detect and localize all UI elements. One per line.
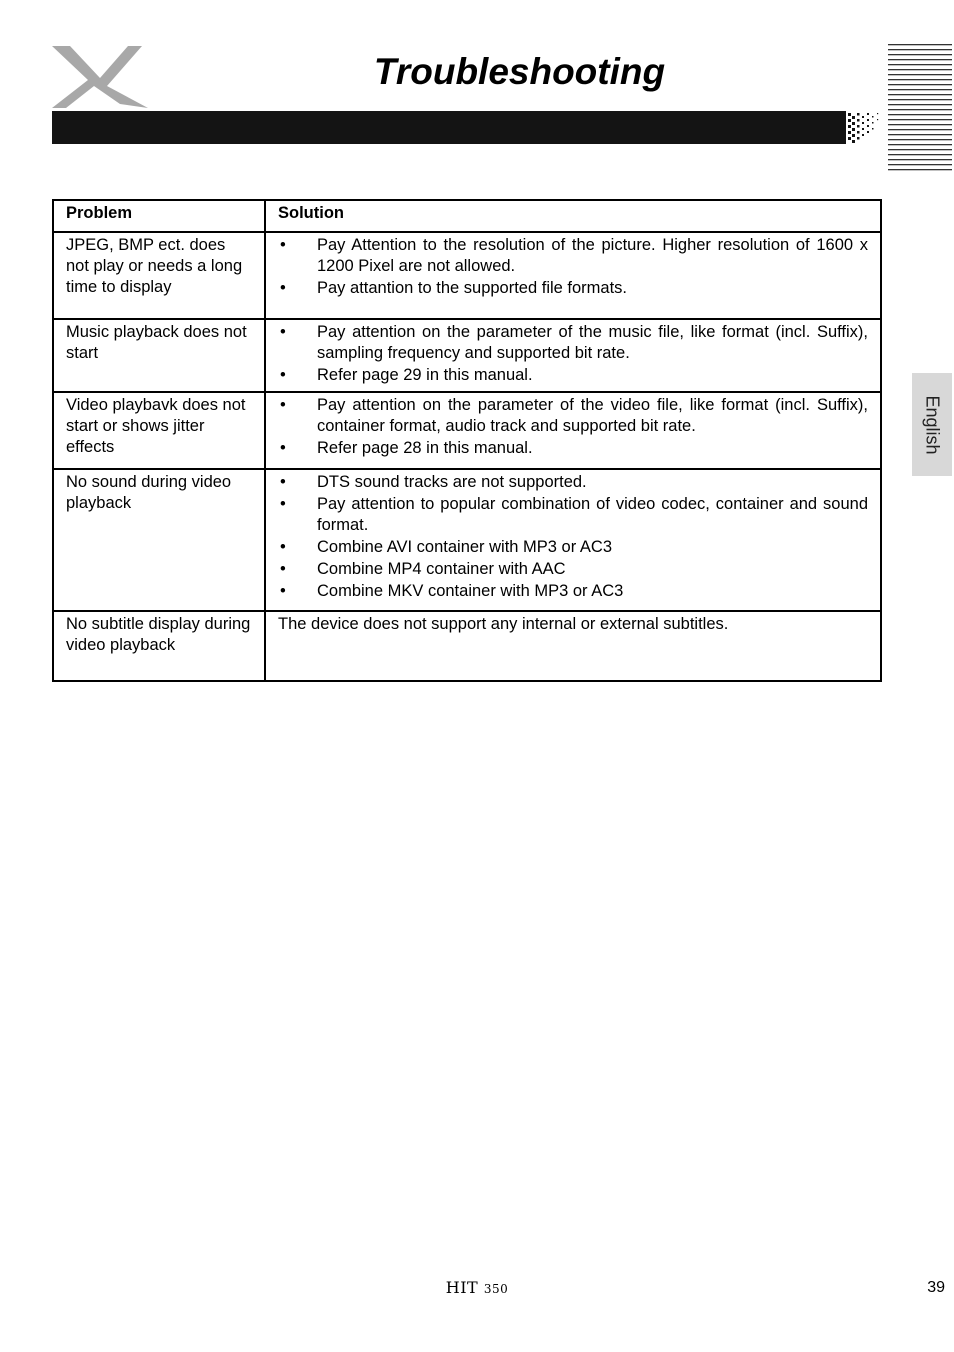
table-row xyxy=(53,232,881,319)
solution-list xyxy=(278,235,868,299)
table-row xyxy=(53,392,881,469)
solution-item: • Combine MP4 container with AAC xyxy=(278,559,868,580)
table-row xyxy=(53,611,881,681)
problem-cell: Music playback does not start xyxy=(53,319,265,392)
header-problem: Problem xyxy=(53,200,265,232)
solution-list xyxy=(278,472,868,602)
page-number: 39 xyxy=(927,1279,945,1296)
solution-item: • Combine AVI container with MP3 or AC3 xyxy=(278,537,868,558)
language-tab xyxy=(912,373,952,476)
footer-model xyxy=(0,1278,954,1297)
problem-cell: JPEG, BMP ect. does not play or needs a long time to display xyxy=(53,232,265,319)
decorative-stripes xyxy=(888,44,952,172)
solution-item: • Pay attention to popular combination of video codec, container and sound format. xyxy=(278,494,868,536)
solution-item: • Pay attention on the parameter of the video file, like format (incl. Suffix), container format, audio track and supported bit rate. xyxy=(278,395,868,437)
header-bar xyxy=(52,111,882,144)
footer-model-name: HIT xyxy=(445,1278,479,1297)
solution-list xyxy=(278,395,868,459)
solution-item: • Combine MKV container with MP3 or AC3 xyxy=(278,581,868,602)
solution-item: • DTS sound tracks are not supported. xyxy=(278,472,868,493)
problem-cell: No sound during video playback xyxy=(53,469,265,611)
table-header-row xyxy=(53,200,881,232)
solution-item: • Refer page 29 in this manual. xyxy=(278,365,868,386)
solution-item: • Pay attantion to the supported file formats. xyxy=(278,278,868,299)
solution-item: • Pay Attention to the resolution of the picture. Higher resolution of 1600 x 1200 Pixel are not allowed. xyxy=(278,235,868,277)
troubleshooting-table xyxy=(52,199,882,682)
table-row xyxy=(53,319,881,392)
solution-cell xyxy=(265,232,881,319)
language-tab-label: English xyxy=(922,394,943,455)
solution-cell xyxy=(265,469,881,611)
page-title: Troubleshooting xyxy=(373,51,666,92)
problem-cell: No subtitle display during video playback xyxy=(53,611,265,681)
table-row xyxy=(53,469,881,611)
solution-item: • Pay attention on the parameter of the music file, like format (incl. Suffix), sampling frequency and supported bit rate. xyxy=(278,322,868,364)
solution-list xyxy=(278,322,868,386)
header-solution: Solution xyxy=(265,200,881,232)
solution-cell: The device does not support any internal or external subtitles. xyxy=(265,611,881,681)
solution-cell xyxy=(265,392,881,469)
problem-cell: Video playbavk does not start or shows jitter effects xyxy=(53,392,265,469)
solution-item: • Refer page 28 in this manual. xyxy=(278,438,868,459)
footer-model-number: 350 xyxy=(483,1282,509,1296)
solution-cell xyxy=(265,319,881,392)
